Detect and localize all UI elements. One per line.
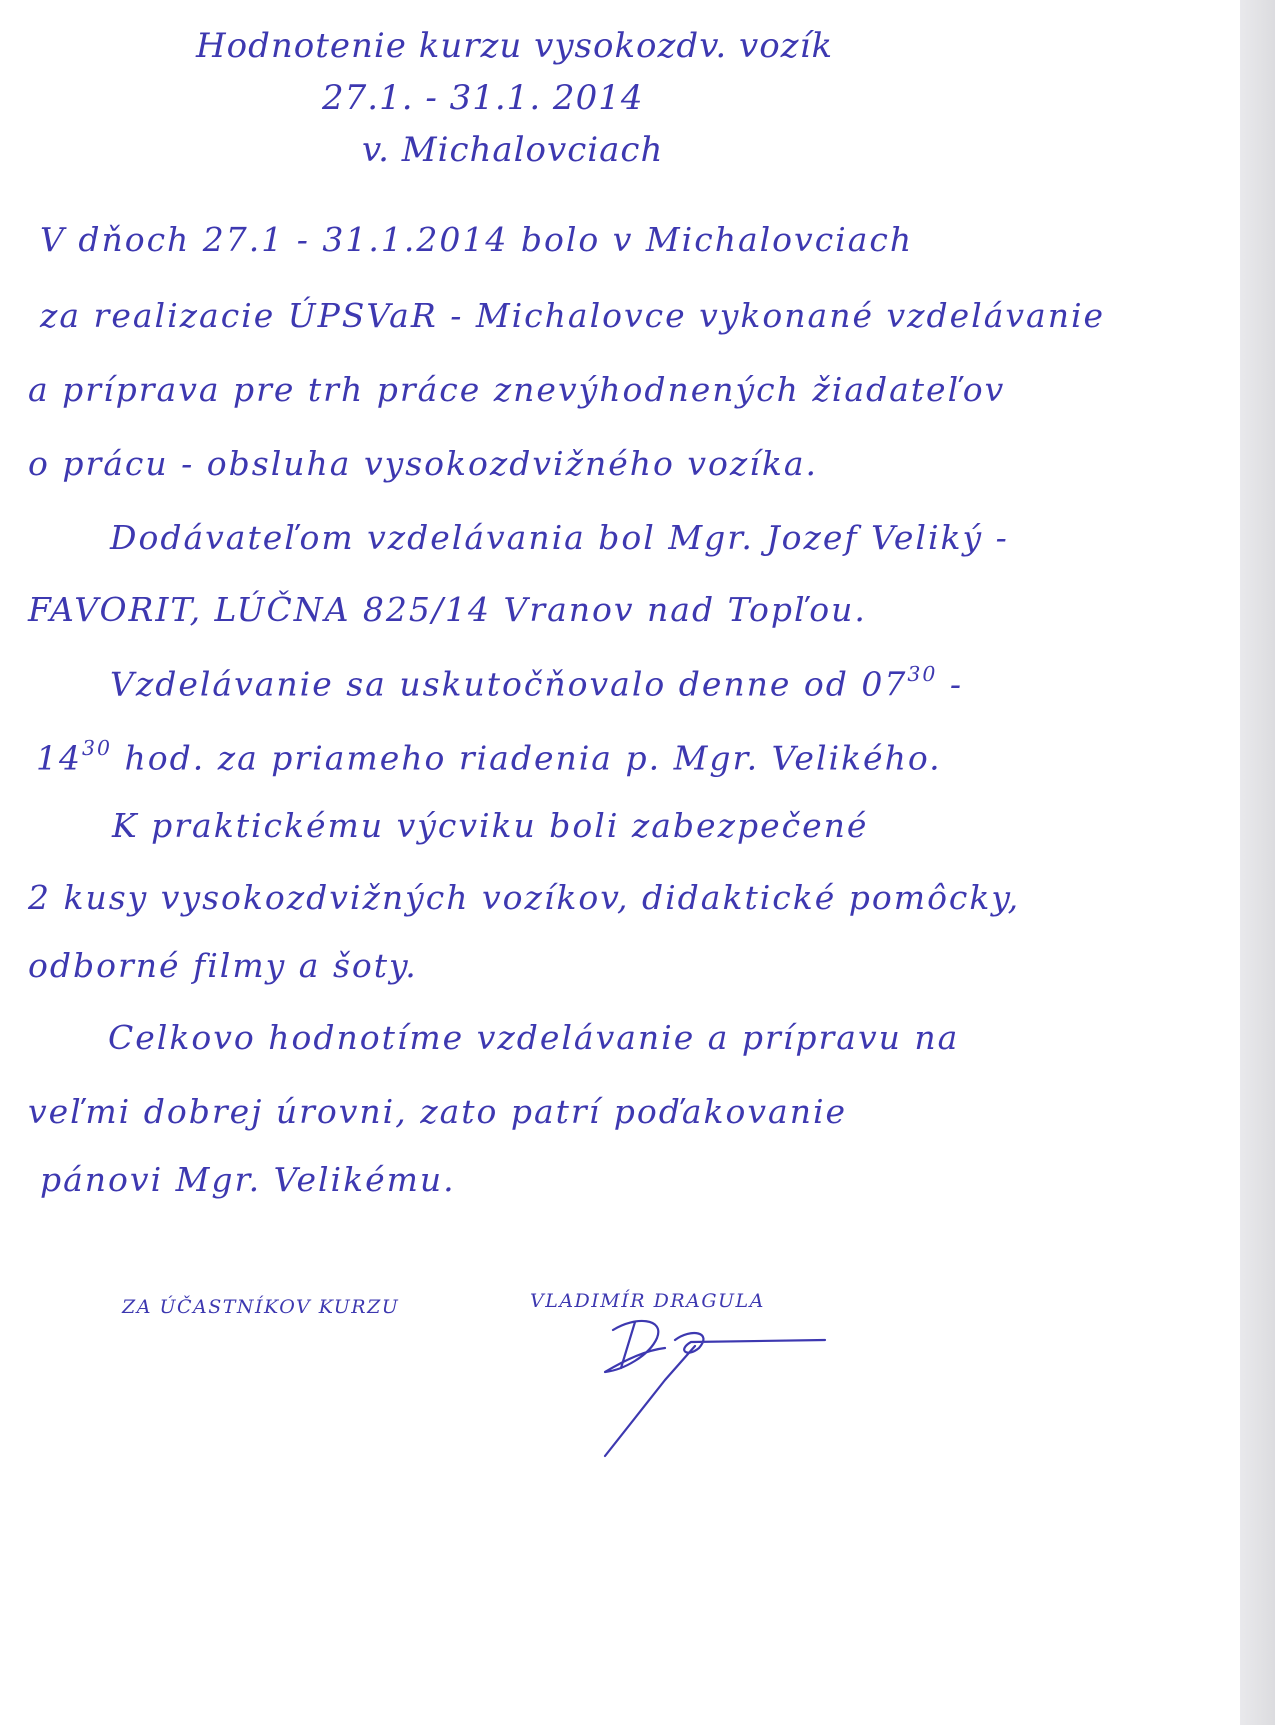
body-line: veľmi dobrej úrovni, zato patrí poďakovanie	[28, 1092, 848, 1131]
body-line: K praktickému výcviku boli zabezpečené	[112, 806, 869, 845]
body-line: Dodávateľom vzdelávania bol Mgr. Jozef Veliký -	[110, 518, 1009, 557]
body-line: o prácu - obsluha vysokozdvižného vozíka.	[28, 444, 819, 483]
body-line: FAVORIT, LÚČNA 825/14 Vranov nad Topľou.	[28, 590, 867, 629]
body-line: pánovi Mgr. Velikému.	[40, 1160, 456, 1199]
body-line: odborné filmy a šoty.	[28, 946, 418, 985]
participants-label: ZA ÚČASTNÍKOV KURZU	[122, 1296, 400, 1318]
scan-edge-shadow	[1240, 0, 1275, 1725]
signer-name: VLADIMÍR DRAGULA	[530, 1290, 765, 1312]
body-line: 2 kusy vysokozdvižných vozíkov, didaktické pomôcky,	[28, 878, 1021, 917]
body-line: Celkovo hodnotíme vzdelávanie a prípravu na	[108, 1018, 960, 1057]
body-line: za realizacie ÚPSVaR - Michalovce vykonané vzdelávanie	[40, 296, 1106, 335]
body-line: $14^{30}$ hod. za priameho riadenia p. Mgr. Velikého.	[36, 736, 942, 778]
title-line-1: Hodnotenie kurzu vysokozdv. vozík	[196, 26, 834, 66]
body-line: Vzdelávanie sa uskutočňovalo denne od $07^{30}$ -	[110, 662, 964, 704]
title-line-3: v. Michalovciach	[362, 130, 664, 170]
title-line-2: 27.1. - 31.1. 2014	[322, 78, 644, 118]
handwritten-signature	[595, 1310, 835, 1470]
body-line: V dňoch 27.1 - 31.1.2014 bolo v Michalovciach	[40, 220, 914, 259]
body-line: a príprava pre trh práce znevýhodnených žiadateľov	[28, 370, 1006, 409]
